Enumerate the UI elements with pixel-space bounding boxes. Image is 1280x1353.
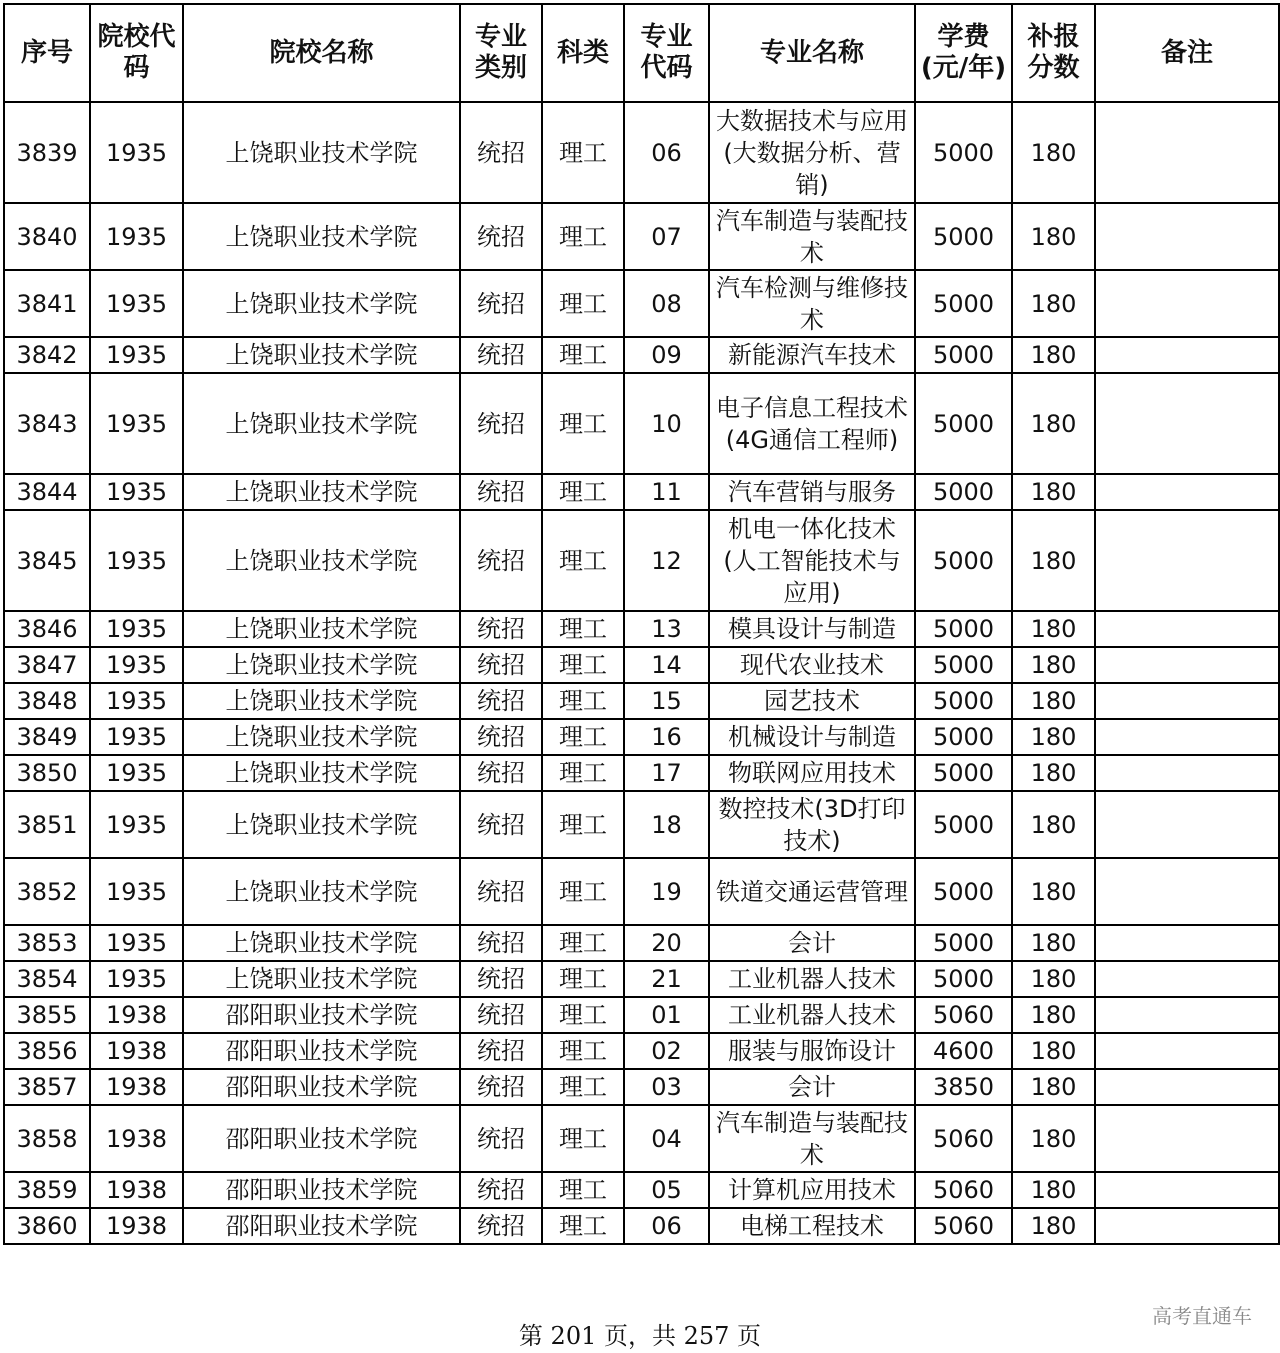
cell-fee: 3850 [915, 1069, 1012, 1105]
cell-major-category: 统招 [460, 755, 542, 791]
cell-seq: 3849 [4, 719, 90, 755]
cell-major-name: 服装与服饰设计 [709, 1033, 915, 1069]
cell-note [1095, 683, 1279, 719]
cell-score: 180 [1012, 1069, 1095, 1105]
cell-major-code: 20 [624, 925, 709, 961]
cell-major-category: 统招 [460, 270, 542, 337]
cell-seq: 3845 [4, 510, 90, 611]
cell-fee: 5000 [915, 474, 1012, 510]
cell-stream: 理工 [542, 1208, 624, 1244]
cell-school-code: 1935 [90, 203, 183, 270]
cell-major-name: 会计 [709, 925, 915, 961]
cell-score: 180 [1012, 1033, 1095, 1069]
cell-seq: 3842 [4, 337, 90, 373]
cell-major-category: 统招 [460, 203, 542, 270]
cell-note [1095, 270, 1279, 337]
cell-note [1095, 719, 1279, 755]
header-major-code: 专业代码 [624, 4, 709, 102]
table-row [4, 1105, 1279, 1172]
cell-major-code: 19 [624, 858, 709, 925]
cell-major-category: 统招 [460, 611, 542, 647]
cell-note [1095, 791, 1279, 858]
cell-major-name: 模具设计与制造 [709, 611, 915, 647]
cell-note [1095, 102, 1279, 203]
cell-major-name: 电子信息工程技术(4G通信工程师) [709, 373, 915, 474]
cell-seq: 3844 [4, 474, 90, 510]
cell-fee: 5000 [915, 647, 1012, 683]
cell-seq: 3854 [4, 961, 90, 997]
header-seq: 序号 [4, 4, 90, 102]
cell-major-category: 统招 [460, 1208, 542, 1244]
table-row [4, 1172, 1279, 1208]
cell-major-category: 统招 [460, 1172, 542, 1208]
cell-school-code: 1935 [90, 102, 183, 203]
cell-note [1095, 1033, 1279, 1069]
table-row [4, 337, 1279, 373]
cell-school-code: 1938 [90, 997, 183, 1033]
cell-major-category: 统招 [460, 719, 542, 755]
cell-note [1095, 647, 1279, 683]
cell-fee: 5000 [915, 961, 1012, 997]
cell-major-code: 06 [624, 1208, 709, 1244]
cell-major-name: 工业机器人技术 [709, 961, 915, 997]
cell-major-category: 统招 [460, 683, 542, 719]
table-row [4, 791, 1279, 858]
cell-note [1095, 611, 1279, 647]
cell-school-name: 上饶职业技术学院 [183, 683, 460, 719]
cell-major-code: 14 [624, 647, 709, 683]
cell-school-name: 邵阳职业技术学院 [183, 1105, 460, 1172]
cell-seq: 3850 [4, 755, 90, 791]
cell-school-code: 1935 [90, 719, 183, 755]
cell-school-name: 上饶职业技术学院 [183, 925, 460, 961]
cell-major-name: 汽车检测与维修技术 [709, 270, 915, 337]
cell-stream: 理工 [542, 270, 624, 337]
cell-note [1095, 337, 1279, 373]
cell-major-code: 01 [624, 997, 709, 1033]
table-row [4, 647, 1279, 683]
cell-fee: 5060 [915, 1208, 1012, 1244]
table-row [4, 203, 1279, 270]
cell-school-code: 1935 [90, 683, 183, 719]
cell-school-name: 邵阳职业技术学院 [183, 1033, 460, 1069]
header-row [4, 4, 1279, 102]
cell-major-category: 统招 [460, 961, 542, 997]
cell-seq: 3859 [4, 1172, 90, 1208]
cell-score: 180 [1012, 755, 1095, 791]
cell-school-name: 上饶职业技术学院 [183, 102, 460, 203]
cell-major-name: 机械设计与制造 [709, 719, 915, 755]
table-row [4, 611, 1279, 647]
cell-school-code: 1935 [90, 510, 183, 611]
cell-seq: 3840 [4, 203, 90, 270]
header-note: 备注 [1095, 4, 1279, 102]
cell-school-name: 邵阳职业技术学院 [183, 1069, 460, 1105]
cell-stream: 理工 [542, 683, 624, 719]
cell-major-code: 12 [624, 510, 709, 611]
cell-major-name: 新能源汽车技术 [709, 337, 915, 373]
cell-fee: 5060 [915, 997, 1012, 1033]
cell-score: 180 [1012, 270, 1095, 337]
cell-score: 180 [1012, 647, 1095, 683]
cell-fee: 5000 [915, 683, 1012, 719]
cell-fee: 5000 [915, 270, 1012, 337]
cell-major-code: 10 [624, 373, 709, 474]
cell-score: 180 [1012, 997, 1095, 1033]
cell-fee: 5000 [915, 203, 1012, 270]
header-major-name: 专业名称 [709, 4, 915, 102]
cell-fee: 5000 [915, 611, 1012, 647]
cell-major-code: 11 [624, 474, 709, 510]
table-row [4, 755, 1279, 791]
cell-major-name: 汽车营销与服务 [709, 474, 915, 510]
cell-school-name: 上饶职业技术学院 [183, 611, 460, 647]
table-row [4, 373, 1279, 474]
cell-school-code: 1938 [90, 1208, 183, 1244]
watermark-text: 高考直通车 [1152, 1304, 1252, 1328]
cell-major-code: 09 [624, 337, 709, 373]
cell-major-category: 统招 [460, 858, 542, 925]
cell-score: 180 [1012, 1208, 1095, 1244]
cell-school-code: 1935 [90, 755, 183, 791]
table-row [4, 102, 1279, 203]
cell-major-category: 统招 [460, 1033, 542, 1069]
header-fee: 学费(元/年) [915, 4, 1012, 102]
cell-school-name: 上饶职业技术学院 [183, 858, 460, 925]
cell-major-category: 统招 [460, 474, 542, 510]
cell-school-code: 1935 [90, 647, 183, 683]
cell-major-name: 工业机器人技术 [709, 997, 915, 1033]
cell-major-code: 05 [624, 1172, 709, 1208]
header-school-name: 院校名称 [183, 4, 460, 102]
cell-stream: 理工 [542, 1069, 624, 1105]
cell-major-category: 统招 [460, 1105, 542, 1172]
header-score: 补报分数 [1012, 4, 1095, 102]
admission-table [3, 3, 1280, 1245]
cell-score: 180 [1012, 474, 1095, 510]
table-row [4, 1033, 1279, 1069]
table-row [4, 961, 1279, 997]
cell-major-code: 02 [624, 1033, 709, 1069]
cell-stream: 理工 [542, 510, 624, 611]
cell-major-name: 物联网应用技术 [709, 755, 915, 791]
header-school-code: 院校代码 [90, 4, 183, 102]
cell-school-name: 上饶职业技术学院 [183, 373, 460, 474]
cell-seq: 3858 [4, 1105, 90, 1172]
cell-note [1095, 373, 1279, 474]
table-row [4, 474, 1279, 510]
cell-stream: 理工 [542, 858, 624, 925]
cell-major-code: 15 [624, 683, 709, 719]
table-row [4, 719, 1279, 755]
cell-major-code: 18 [624, 791, 709, 858]
cell-score: 180 [1012, 961, 1095, 997]
cell-stream: 理工 [542, 1172, 624, 1208]
cell-stream: 理工 [542, 102, 624, 203]
table-row [4, 1069, 1279, 1105]
cell-seq: 3855 [4, 997, 90, 1033]
cell-fee: 5000 [915, 925, 1012, 961]
table-row [4, 858, 1279, 925]
cell-score: 180 [1012, 925, 1095, 961]
cell-seq: 3851 [4, 791, 90, 858]
cell-note [1095, 1105, 1279, 1172]
cell-school-name: 邵阳职业技术学院 [183, 1208, 460, 1244]
cell-note [1095, 203, 1279, 270]
cell-stream: 理工 [542, 203, 624, 270]
cell-fee: 5000 [915, 337, 1012, 373]
header-major-category: 专业类别 [460, 4, 542, 102]
cell-school-name: 上饶职业技术学院 [183, 647, 460, 683]
cell-fee: 5060 [915, 1172, 1012, 1208]
cell-school-name: 邵阳职业技术学院 [183, 1172, 460, 1208]
cell-stream: 理工 [542, 1033, 624, 1069]
table-row [4, 270, 1279, 337]
cell-school-code: 1935 [90, 791, 183, 858]
cell-school-code: 1935 [90, 373, 183, 474]
cell-school-code: 1938 [90, 1105, 183, 1172]
cell-major-category: 统招 [460, 997, 542, 1033]
cell-score: 180 [1012, 1105, 1095, 1172]
cell-score: 180 [1012, 719, 1095, 755]
cell-seq: 3843 [4, 373, 90, 474]
cell-major-code: 04 [624, 1105, 709, 1172]
cell-major-name: 园艺技术 [709, 683, 915, 719]
cell-major-name: 电梯工程技术 [709, 1208, 915, 1244]
cell-fee: 5000 [915, 755, 1012, 791]
cell-score: 180 [1012, 791, 1095, 858]
cell-major-category: 统招 [460, 791, 542, 858]
cell-major-category: 统招 [460, 373, 542, 474]
cell-note [1095, 474, 1279, 510]
cell-stream: 理工 [542, 1105, 624, 1172]
table-row [4, 1208, 1279, 1244]
cell-seq: 3848 [4, 683, 90, 719]
cell-major-name: 汽车制造与装配技术 [709, 203, 915, 270]
cell-major-code: 13 [624, 611, 709, 647]
cell-major-code: 06 [624, 102, 709, 203]
cell-school-name: 上饶职业技术学院 [183, 719, 460, 755]
cell-major-code: 07 [624, 203, 709, 270]
cell-school-code: 1935 [90, 961, 183, 997]
cell-note [1095, 1208, 1279, 1244]
cell-note [1095, 997, 1279, 1033]
cell-seq: 3860 [4, 1208, 90, 1244]
cell-major-category: 统招 [460, 337, 542, 373]
cell-fee: 5000 [915, 373, 1012, 474]
cell-major-name: 现代农业技术 [709, 647, 915, 683]
cell-school-code: 1935 [90, 270, 183, 337]
cell-major-code: 16 [624, 719, 709, 755]
cell-stream: 理工 [542, 337, 624, 373]
cell-major-code: 21 [624, 961, 709, 997]
cell-school-name: 上饶职业技术学院 [183, 755, 460, 791]
cell-note [1095, 755, 1279, 791]
cell-school-name: 上饶职业技术学院 [183, 270, 460, 337]
cell-school-name: 上饶职业技术学院 [183, 791, 460, 858]
cell-school-name: 上饶职业技术学院 [183, 961, 460, 997]
cell-school-code: 1938 [90, 1172, 183, 1208]
cell-seq: 3839 [4, 102, 90, 203]
cell-note [1095, 925, 1279, 961]
table-row [4, 997, 1279, 1033]
cell-school-code: 1935 [90, 474, 183, 510]
cell-fee: 5000 [915, 510, 1012, 611]
cell-major-name: 大数据技术与应用(大数据分析、营销) [709, 102, 915, 203]
header-stream: 科类 [542, 4, 624, 102]
cell-seq: 3856 [4, 1033, 90, 1069]
cell-school-name: 邵阳职业技术学院 [183, 997, 460, 1033]
cell-note [1095, 1172, 1279, 1208]
cell-score: 180 [1012, 373, 1095, 474]
cell-school-code: 1938 [90, 1033, 183, 1069]
cell-score: 180 [1012, 1172, 1095, 1208]
cell-major-name: 计算机应用技术 [709, 1172, 915, 1208]
cell-school-code: 1935 [90, 611, 183, 647]
cell-stream: 理工 [542, 791, 624, 858]
cell-major-category: 统招 [460, 510, 542, 611]
cell-stream: 理工 [542, 997, 624, 1033]
cell-stream: 理工 [542, 474, 624, 510]
cell-major-code: 08 [624, 270, 709, 337]
cell-school-code: 1938 [90, 1069, 183, 1105]
cell-major-code: 03 [624, 1069, 709, 1105]
cell-score: 180 [1012, 203, 1095, 270]
cell-seq: 3841 [4, 270, 90, 337]
cell-seq: 3852 [4, 858, 90, 925]
cell-fee: 5060 [915, 1105, 1012, 1172]
cell-fee: 5000 [915, 102, 1012, 203]
cell-score: 180 [1012, 611, 1095, 647]
cell-school-code: 1935 [90, 858, 183, 925]
cell-seq: 3846 [4, 611, 90, 647]
cell-school-name: 上饶职业技术学院 [183, 337, 460, 373]
cell-fee: 5000 [915, 791, 1012, 858]
table-row [4, 683, 1279, 719]
table-row [4, 510, 1279, 611]
cell-major-category: 统招 [460, 1069, 542, 1105]
cell-seq: 3857 [4, 1069, 90, 1105]
cell-stream: 理工 [542, 719, 624, 755]
cell-stream: 理工 [542, 961, 624, 997]
cell-note [1095, 1069, 1279, 1105]
cell-score: 180 [1012, 102, 1095, 203]
cell-major-name: 汽车制造与装配技术 [709, 1105, 915, 1172]
table-body [4, 102, 1279, 1244]
cell-major-category: 统招 [460, 102, 542, 203]
cell-major-category: 统招 [460, 925, 542, 961]
cell-school-code: 1935 [90, 337, 183, 373]
cell-note [1095, 510, 1279, 611]
cell-school-code: 1935 [90, 925, 183, 961]
cell-score: 180 [1012, 683, 1095, 719]
cell-seq: 3853 [4, 925, 90, 961]
cell-note [1095, 858, 1279, 925]
cell-stream: 理工 [542, 611, 624, 647]
cell-score: 180 [1012, 510, 1095, 611]
cell-major-name: 会计 [709, 1069, 915, 1105]
cell-major-name: 数控技术(3D打印技术) [709, 791, 915, 858]
cell-fee: 5000 [915, 858, 1012, 925]
cell-stream: 理工 [542, 647, 624, 683]
cell-school-name: 上饶职业技术学院 [183, 510, 460, 611]
cell-stream: 理工 [542, 373, 624, 474]
cell-school-name: 上饶职业技术学院 [183, 474, 460, 510]
page-number: 第 201 页，共 257 页 [518, 1322, 762, 1350]
cell-seq: 3847 [4, 647, 90, 683]
cell-major-category: 统招 [460, 647, 542, 683]
table-row [4, 925, 1279, 961]
cell-major-code: 17 [624, 755, 709, 791]
cell-school-name: 上饶职业技术学院 [183, 203, 460, 270]
cell-major-name: 机电一体化技术(人工智能技术与应用) [709, 510, 915, 611]
cell-score: 180 [1012, 858, 1095, 925]
cell-fee: 4600 [915, 1033, 1012, 1069]
cell-score: 180 [1012, 337, 1095, 373]
cell-note [1095, 961, 1279, 997]
cell-major-name: 铁道交通运营管理 [709, 858, 915, 925]
cell-stream: 理工 [542, 755, 624, 791]
cell-stream: 理工 [542, 925, 624, 961]
cell-fee: 5000 [915, 719, 1012, 755]
